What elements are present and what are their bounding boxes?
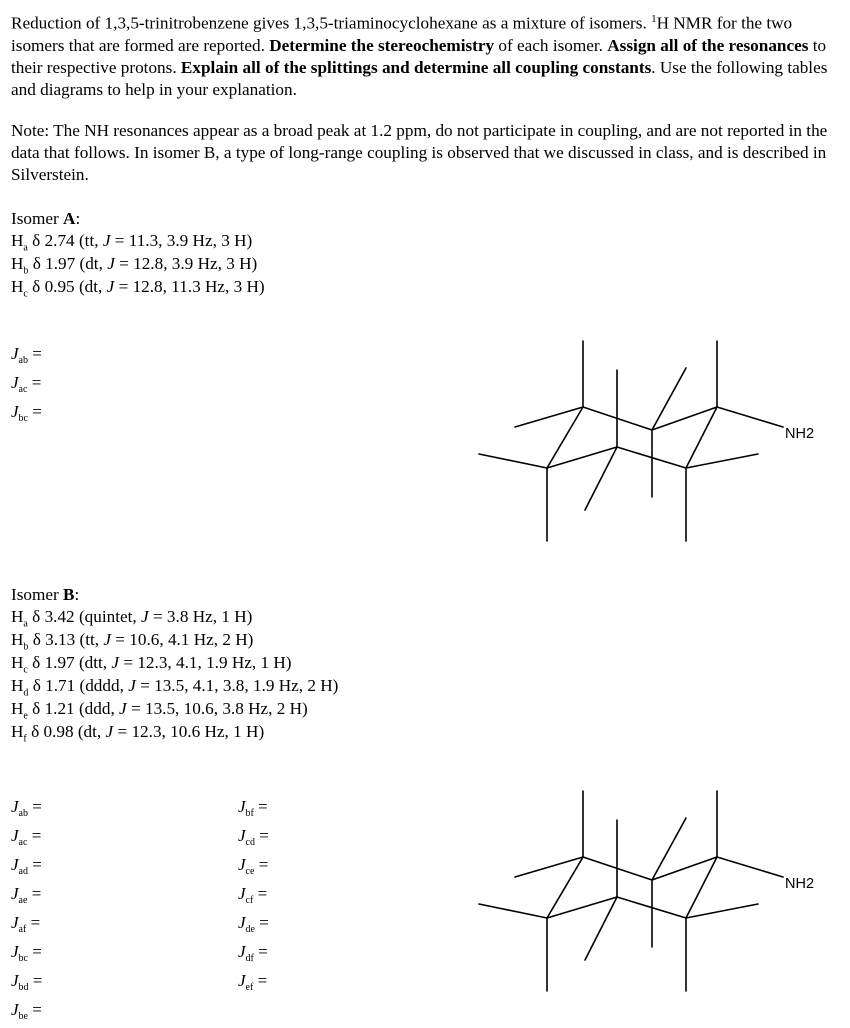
isomer-b-coupling-jdf: $J_{df}$ = bbox=[238, 942, 268, 964]
isomer-b-coupling-jbd: $J_{bd}$ = bbox=[11, 971, 43, 993]
isomer-b-letter: B bbox=[63, 585, 75, 604]
intro-text-5: . Use the following tables and diagrams to help in your explanation. bbox=[11, 57, 828, 99]
nmr-superscript: 1 bbox=[651, 13, 657, 25]
isomer-b-line-e: $H_e$ δ 1.21 (ddd, J = 13.5, 10.6, 3.8 Hz, 2 H) bbox=[11, 699, 308, 722]
equatorial-bond bbox=[717, 407, 783, 427]
ring-bond bbox=[547, 897, 617, 918]
isomer-a-coupling-jab: $J_{ab}$ = bbox=[11, 344, 42, 366]
isomer-a-letter: A bbox=[63, 209, 76, 228]
isomer-a-heading: Isomer A: bbox=[11, 209, 81, 228]
ring-bond bbox=[547, 447, 617, 468]
isomer-b-coupling-jde: $J_{de}$ = bbox=[238, 913, 269, 935]
equatorial-bond bbox=[585, 897, 617, 960]
isomer-a-nh2-label: NH2 bbox=[785, 426, 815, 442]
isomer-b-coupling-jad: $J_{ad}$ = bbox=[11, 855, 42, 877]
equatorial-bond bbox=[479, 904, 547, 918]
isomer-a-line-a: $H_a$ δ 2.74 (tt, J = 11.3, 3.9 Hz, 3 H) bbox=[11, 231, 253, 254]
isomer-b-coupling-jbf: $J_{bf}$ = bbox=[238, 797, 268, 819]
equatorial-bond bbox=[515, 857, 583, 877]
ring-bond bbox=[583, 407, 652, 430]
ring-bond bbox=[617, 897, 686, 918]
isomer-b-coupling-jcf: $J_{cf}$ = bbox=[238, 884, 268, 906]
isomer-b-coupling-jbe: $J_{be}$ = bbox=[11, 1000, 42, 1022]
ring-bond bbox=[686, 857, 717, 918]
intro-text-2: H NMR for the two isomers that are formed are reported. bbox=[11, 13, 793, 55]
equatorial-bond bbox=[585, 447, 617, 510]
intro-text-4: to their respective protons. bbox=[11, 35, 827, 77]
intro-bold-3: Explain all of the splittings and determine all coupling constants bbox=[180, 57, 652, 77]
ring-bond bbox=[583, 857, 652, 880]
isomer-b-coupling-jaf: $J_{af}$ = bbox=[11, 913, 41, 935]
isomer-b-line-f: $H_f$ δ 0.98 (dt, J = 12.3, 10.6 Hz, 1 H) bbox=[11, 722, 265, 745]
ring-bond bbox=[547, 857, 583, 918]
isomer-b-coupling-jab: $J_{ab}$ = bbox=[11, 797, 42, 819]
intro-text-1: Reduction of 1,3,5-trinitrobenzene gives 1,3,5-triaminocyclohexane as a mixture of isomers. bbox=[11, 13, 647, 33]
isomer-b-coupling-jae: $J_{ae}$ = bbox=[11, 884, 42, 906]
ring-bond bbox=[652, 857, 717, 880]
intro-bold-2: Assign all of the resonances bbox=[607, 35, 809, 55]
isomer-b-nh2-label: NH2 bbox=[785, 876, 815, 892]
isomer-b-line-c: $H_c$ δ 1.97 (dtt, J = 12.3, 4.1, 1.9 Hz, 1 H) bbox=[11, 653, 292, 676]
equatorial-bond bbox=[479, 454, 547, 468]
isomer-b-coupling-jcd: $J_{cd}$ = bbox=[238, 826, 269, 848]
intro-paragraph bbox=[11, 8, 831, 101]
ring-bond bbox=[686, 407, 717, 468]
isomer-a-coupling-jbc: $J_{bc}$ = bbox=[11, 402, 42, 424]
isomer-b-line-d: $H_d$ δ 1.71 (dddd, J = 13.5, 4.1, 3.8, 1.9 Hz, 2 H) bbox=[11, 676, 339, 699]
isomer-b-line-a: $H_a$ δ 3.42 (quintet, J = 3.8 Hz, 1 H) bbox=[11, 607, 253, 630]
isomer-a-line-c: $H_c$ δ 0.95 (dt, J = 12.8, 11.3 Hz, 3 H) bbox=[11, 277, 265, 300]
ring-bond bbox=[547, 407, 583, 468]
equatorial-bond bbox=[652, 818, 686, 880]
isomer-b-coupling-jbc: $J_{bc}$ = bbox=[11, 942, 42, 964]
isomer-b-coupling-jac: $J_{ac}$ = bbox=[11, 826, 42, 848]
equatorial-bond bbox=[686, 904, 758, 918]
isomer-a-line-b: $H_b$ δ 1.97 (dt, J = 12.8, 3.9 Hz, 3 H) bbox=[11, 254, 258, 277]
intro-text-3: of each isomer. bbox=[498, 35, 603, 55]
equatorial-bond bbox=[652, 368, 686, 430]
note-paragraph: Note: The NH resonances appear as a broad peak at 1.2 ppm, do not participate in coupling, and are not reported in the data that follows. In isomer B, a type of long-range coupling is observed that we discussed in class, and is described in Silverstein. bbox=[11, 121, 828, 184]
equatorial-bond bbox=[686, 454, 758, 468]
equatorial-bond bbox=[717, 857, 783, 877]
isomer-b-coupling-jef: $J_{ef}$ = bbox=[238, 971, 268, 993]
equatorial-bond bbox=[515, 407, 583, 427]
intro-bold-1: Determine the stereochemistry bbox=[269, 35, 495, 55]
isomer-b-heading: Isomer B: bbox=[11, 585, 80, 604]
isomer-b-line-b: $H_b$ δ 3.13 (tt, J = 10.6, 4.1 Hz, 2 H) bbox=[11, 630, 254, 653]
isomer-a-coupling-jac: $J_{ac}$ = bbox=[11, 373, 42, 395]
ring-bond bbox=[652, 407, 717, 430]
ring-bond bbox=[617, 447, 686, 468]
isomer-b-coupling-jce: $J_{ce}$ = bbox=[238, 855, 269, 877]
